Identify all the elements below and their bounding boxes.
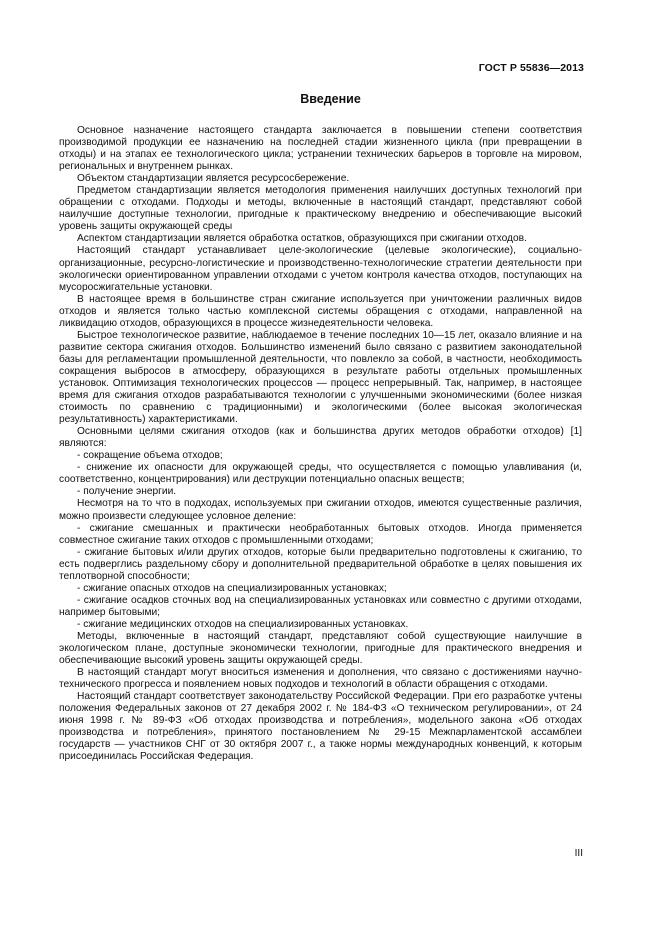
paragraph: Основными целями сжигания отходов (как и большинства других методов обработки отходов) [1] являются: xyxy=(59,426,582,450)
document-code: ГОСТ Р 55836—2013 xyxy=(478,62,584,74)
body-text xyxy=(59,125,582,763)
list-item: - сжигание бытовых и/или других отходов, которые были предварительно подготовлены к сжиганию, то есть подверглись раздельному сбору и дополнительной предварительной обработке в целях повышения их теплотворной способности; xyxy=(59,546,582,582)
paragraph: Быстрое технологическое развитие, наблюдаемое в течение последних 10—15 лет, оказало влияние и на развитие сектора сжигания отходов. Большинство изменений было связано с развитием законодательной базы для регламентации промышленной деятельности, что повлекло за собой, в частности, необходимость сокращения выбросов в атмосферу, образующихся в результате работы отдельных промышленных установок. Оптимизация технологических процессов — процесс непрерывный. Так, например, в настоящее время для сжигания отходов разрабатываются технологии с улучшенными экономическими (более низкая стоимость по сравнению с традиционными) и экологическими (более высокая экологическая результативность) характеристиками. xyxy=(59,329,582,426)
paragraph: Основное назначение настоящего стандарта заключается в повышении степени соответствия производимой продукции ее назначению на последней стадии жизненного цикла (при превращении в отходы) и на этапах ее технологического цикла; устранении технических барьеров в торговле на мировом, региональных и внутреннем рынках. xyxy=(59,125,582,173)
list-item: - снижение их опасности для окружающей среды, что осуществляется с помощью улавливания (и, соответственно, концентрирования) или деструкции потенциально опасных веществ; xyxy=(59,462,582,486)
list-item: - сжигание опасных отходов на специализированных установках; xyxy=(77,582,387,594)
paragraph: Предметом стандартизации является методология применения наилучших доступных технологий при обращении с отходами. Подходы и методы, включенные в настоящий стандарт, представляют собой наилучшие доступные технологии, пригодные к практическому внедрению и обеспечивающие высокий уровень защиты окружающей среды xyxy=(59,185,582,233)
list-item: - сжигание осадков сточных вод на специализированных установках или совместно с другими отходами, например бытовыми; xyxy=(59,594,582,618)
paragraph: Несмотря на то что в подходах, используемых при сжигании отходов, имеются существенные различия, можно произвести следующее условное деление: xyxy=(59,498,582,522)
page-number: III xyxy=(574,848,583,859)
list-item: - сокращение объема отходов; xyxy=(77,450,223,462)
list-item: - сжигание смешанных и практически необработанных бытовых отходов. Иногда применяется совместное сжигание таких отходов с промышленными отходами; xyxy=(59,522,582,546)
list-item: - получение энергии. xyxy=(77,486,177,498)
paragraph: Настоящий стандарт соответствует законодательству Российской Федерации. При его разработке учтены положения Федеральных законов от 27 декабря 2002 г. № 184-ФЗ «О техническом регулировании», от 24 июня 1998 г. № 89-ФЗ «Об отходах производства и потребления», модельного закона «Об отходах производства и потребления», принятого постановлением № 29-15 Межпарламентской ассамблеи государств — участников СНГ от 30 октября 2007 г., а также нормы международных конвенций, к которым присоединилась Российская Федерация. xyxy=(59,691,582,763)
paragraph: Настоящий стандарт устанавливает целе-экологические (целевые экологические), социально-организационные, ресурсно-логистические и производственно-технологические стратегии деятельности при экологически ориентированном управлении отходами с учетом контроля качества отходов, поступающих на мусоросжигательные установки. xyxy=(59,245,582,293)
list-item: - сжигание медицинских отходов на специализированных установках. xyxy=(77,618,409,630)
paragraph: Объектом стандартизации является ресурсосбережение. xyxy=(77,173,350,185)
paragraph: В настоящее время в большинстве стран сжигание используется при уничтожении различных видов отходов и является только частью комплексной системы обращения с отходами, направленной на ликвидацию отходов, образующихся в процессе жизнедеятельности человека. xyxy=(59,293,582,329)
paragraph: Методы, включенные в настоящий стандарт, представляют собой существующие наилучшие в экологическом плане, доступные экономически технологии, пригодные для практического внедрения и обеспечивающие высокий уровень защиты окружающей среды. xyxy=(59,630,582,667)
section-title: Введение xyxy=(300,92,361,106)
paragraph: Аспектом стандартизации является обработка остатков, образующихся при сжигании отходов. xyxy=(77,233,527,245)
paragraph: В настоящий стандарт могут вноситься изменения и дополнения, что связано с достижениями научно-технического прогресса и появлением новых подходов и технологий в области обращения с отходами. xyxy=(59,667,582,691)
